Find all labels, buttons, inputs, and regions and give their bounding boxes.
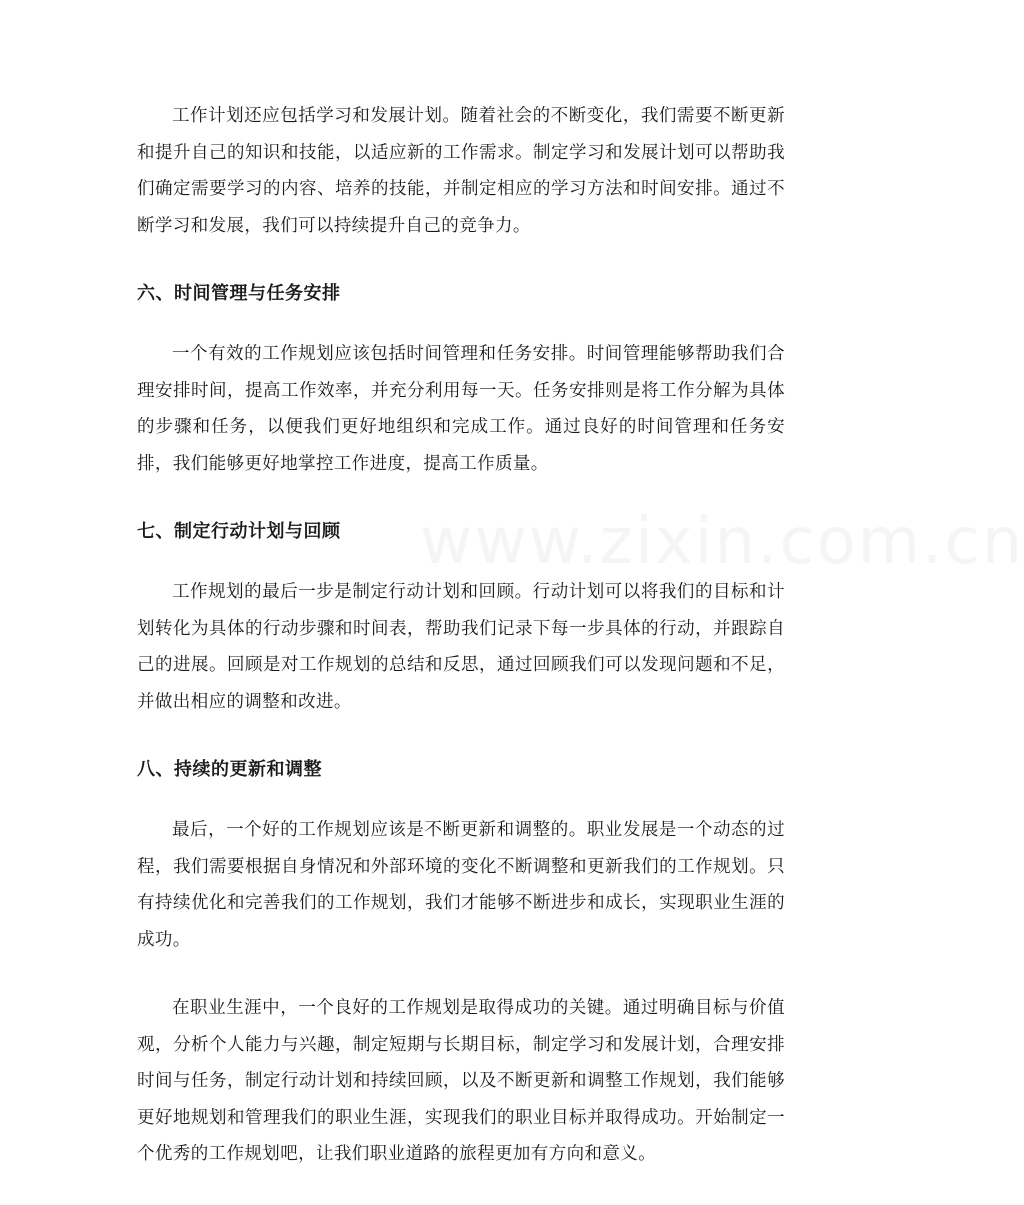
section-heading-8: 八、持续的更新和调整 [137, 759, 322, 780]
paragraph-continuous-update: 最后，一个好的工作规划应该是不断更新和调整的。职业发展是一个动态的过程，我们需要根据自身情况和外部环境的变化不断调整和更新我们的工作规划。只有持续优化和完善我们的工作规划，我们才能够不断进步和成长，实现职业生涯的成功。 [137, 820, 785, 950]
paragraph-conclusion: 在职业生涯中，一个良好的工作规划是取得成功的关键。通过明确目标与价值观，分析个人能力与兴趣，制定短期与长期目标，制定学习和发展计划，合理安排时间与任务，制定行动计划和持续回顾，以及不断更新和调整工作规划，我们能够更好地规划和管理我们的职业生涯，实现我们的职业目标并取得成功。开始制定一个优秀的工作规划吧，让我们职业道路的旅程更加有方向和意义。 [137, 998, 785, 1164]
section-heading-7: 七、制定行动计划与回顾 [137, 521, 341, 542]
paragraph-action-plan: 工作规划的最后一步是制定行动计划和回顾。行动计划可以将我们的目标和计划转化为具体的行动步骤和时间表，帮助我们记录下每一步具体的行动，并跟踪自己的进展。回顾是对工作规划的总结和反思，通过回顾我们可以发现问题和不足，并做出相应的调整和改进。 [137, 582, 785, 712]
paragraph-time-management: 一个有效的工作规划应该包括时间管理和任务安排。时间管理能够帮助我们合理安排时间，提高工作效率，并充分利用每一天。任务安排则是将工作分解为具体的步骤和任务，以便我们更好地组织和完成工作。通过良好的时间管理和任务安排，我们能够更好地掌控工作进度，提高工作质量。 [137, 344, 785, 474]
section-heading-6: 六、时间管理与任务安排 [137, 283, 341, 304]
paragraph-learning-plan: 工作计划还应包括学习和发展计划。随着社会的不断变化，我们需要不断更新和提升自己的知识和技能，以适应新的工作需求。制定学习和发展计划可以帮助我们确定需要学习的内容、培养的技能，并制定相应的学习方法和时间安排。通过不断学习和发展，我们可以持续提升自己的竞争力。 [137, 106, 785, 236]
document-body [137, 98, 785, 1205]
watermark-text: www.zixin.com.cn [420, 505, 1024, 579]
